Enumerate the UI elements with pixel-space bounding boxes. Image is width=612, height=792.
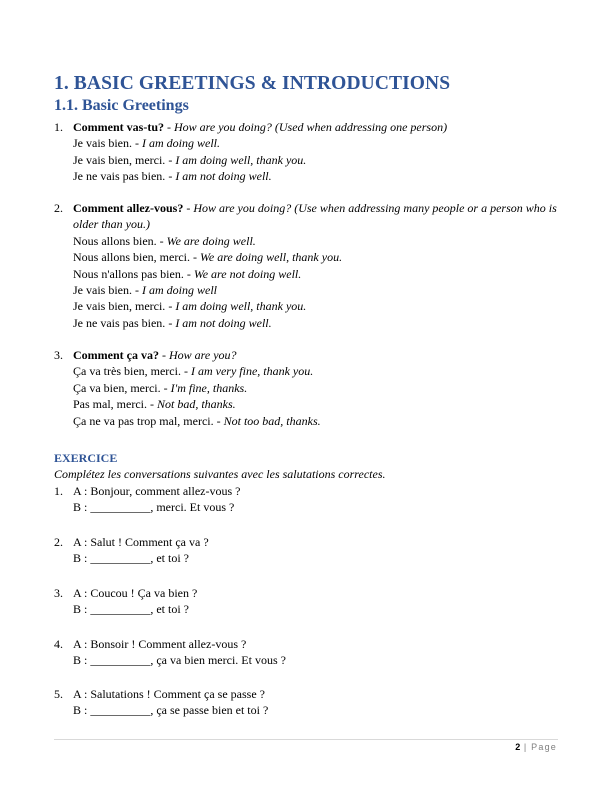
greeting-phrase: Comment ça va? — [73, 348, 159, 362]
dialogue-line-a: A : Salut ! Comment ça va ? — [73, 535, 209, 549]
response-line: Ça va bien, merci. - I'm fine, thanks. — [73, 380, 248, 395]
response-line: Nous n'allons pas bien. - We are not doing well. — [73, 266, 302, 281]
item-number: 3. — [54, 348, 63, 362]
dialogue-line-b: B : __________, merci. Et vous ? — [73, 500, 235, 515]
exercise-item-4 — [54, 636, 564, 669]
greeting-item-1 — [54, 119, 564, 185]
response-line: Je ne vais pas bien. - I am not doing well. — [73, 315, 272, 330]
exercise-item-1 — [54, 483, 564, 516]
greeting-item-3 — [54, 347, 564, 429]
exercise-item-3 — [54, 585, 564, 618]
footer-divider — [54, 739, 558, 740]
greeting-title-line: Comment ça va? - How are you? — [73, 348, 237, 362]
response-line: Ça ne va pas trop mal, merci. - Not too bad, thanks. — [73, 413, 321, 428]
response-line: Ça va très bien, merci. - I am very fine, thank you. — [73, 364, 314, 379]
dialogue-line-b: B : __________, ça va bien merci. Et vous ? — [73, 653, 286, 668]
exercise-instruction: Complétez les conversations suivantes avec les salutations correctes. — [54, 467, 386, 481]
footer-separator: | — [520, 742, 532, 752]
greeting-title-line: Comment allez-vous? - How are you doing? (Use when addressing many people or a person who is older than you.) — [73, 201, 557, 232]
response-line: Je vais bien, merci. - I am doing well, thank you. — [73, 152, 307, 167]
response-line: Nous allons bien, merci. - We are doing well, thank you. — [73, 250, 343, 265]
item-number: 4. — [54, 637, 63, 651]
response-line: Pas mal, merci. - Not bad, thanks. — [73, 397, 236, 412]
greeting-translation: How are you? — [168, 348, 237, 362]
response-line: Je vais bien. - I am doing well — [73, 283, 217, 298]
response-line: Je vais bien. - I am doing well. — [73, 136, 220, 151]
greeting-translation: How are you doing? (Use when addressing many people or a person who is older than you.) — [73, 201, 557, 232]
item-number: 3. — [54, 586, 63, 600]
response-line: Je ne vais pas bien. - I am not doing well. — [73, 169, 272, 184]
exercise-item-5 — [54, 686, 564, 719]
page-number: 2 — [515, 742, 521, 752]
subsection-heading: 1.1. Basic Greetings — [54, 97, 189, 114]
dialogue-line-a: A : Coucou ! Ça va bien ? — [73, 586, 198, 600]
footer-page-label: Page — [531, 742, 557, 752]
response-line: Nous allons bien. - We are doing well. — [73, 233, 256, 248]
item-number: 2. — [54, 535, 63, 549]
item-number: 5. — [54, 687, 63, 701]
dialogue-line-b: B : __________, ça se passe bien et toi ? — [73, 703, 269, 718]
item-number: 1. — [54, 484, 63, 498]
greeting-item-2 — [54, 200, 564, 331]
dialogue-line-b: B : __________, et toi ? — [73, 602, 189, 617]
exercise-item-2 — [54, 534, 564, 567]
item-number: 2. — [54, 201, 63, 215]
dialogue-line-a: A : Bonjour, comment allez-vous ? — [73, 484, 241, 498]
greeting-phrase: Comment allez-vous? — [73, 201, 184, 215]
exercise-heading: EXERCICE — [54, 451, 118, 465]
dialogue-line-a: A : Bonsoir ! Comment allez-vous ? — [73, 637, 247, 651]
greeting-translation: How are you doing? (Used when addressing one person) — [174, 120, 448, 134]
dialogue-line-a: A : Salutations ! Comment ça se passe ? — [73, 687, 265, 701]
item-number: 1. — [54, 120, 63, 134]
dialogue-line-b: B : __________, et toi ? — [73, 551, 189, 566]
greeting-phrase: Comment vas-tu? — [73, 120, 164, 134]
page-footer — [54, 742, 557, 752]
section-heading: 1. BASIC GREETINGS & INTRODUCTIONS — [54, 73, 451, 94]
response-line: Je vais bien, merci. - I am doing well, thank you. — [73, 299, 307, 314]
greeting-title-line: Comment vas-tu? - How are you doing? (Used when addressing one person) — [73, 120, 448, 134]
